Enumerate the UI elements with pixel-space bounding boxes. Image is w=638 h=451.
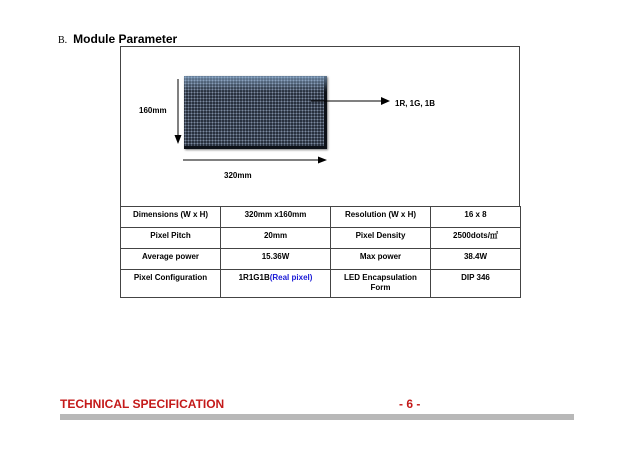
table-cell: Dimensions (W x H) [121, 207, 221, 228]
cell-text: 1R1G1B [238, 273, 270, 282]
width-arrowhead [318, 157, 327, 164]
table-cell: Pixel Configuration [121, 270, 221, 298]
table-cell: Average power [121, 249, 221, 270]
dimension-arrows [121, 47, 521, 207]
table-cell: Pixel Pitch [121, 228, 221, 249]
height-label: 160mm [139, 106, 167, 115]
page-number: - 6 - [399, 397, 421, 411]
footer-divider [60, 414, 574, 420]
section-title: Module Parameter [73, 32, 178, 46]
table-cell: 320mm x160mm [221, 207, 331, 228]
table-row [121, 207, 521, 228]
table-cell: 20mm [221, 228, 331, 249]
section-letter: B. [58, 35, 68, 46]
highlight-text: (Real pixel) [269, 273, 313, 282]
table-cell: 38.4W [431, 249, 521, 270]
table-cell: 2500dots/㎡ [431, 228, 521, 249]
table-cell: Max power [331, 249, 431, 270]
table-cell: LED Encapsulation Form [331, 270, 431, 298]
table-cell: Resolution (W x H) [331, 207, 431, 228]
table-row [121, 228, 521, 249]
table-cell [221, 270, 331, 298]
footer-title: TECHNICAL SPECIFICATION [60, 397, 225, 411]
color-label: 1R, 1G, 1B [395, 99, 436, 108]
table-cell: Pixel Density [331, 228, 431, 249]
module-figure [120, 46, 520, 206]
spec-table [120, 206, 521, 298]
pointer-arrowhead [381, 97, 390, 105]
height-arrowhead [175, 135, 182, 144]
table-cell: 15.36W [221, 249, 331, 270]
table-row [121, 249, 521, 270]
table-row [121, 270, 521, 298]
table-cell: 16 x 8 [431, 207, 521, 228]
width-label: 320mm [224, 171, 252, 180]
table-cell: DIP 346 [431, 270, 521, 298]
